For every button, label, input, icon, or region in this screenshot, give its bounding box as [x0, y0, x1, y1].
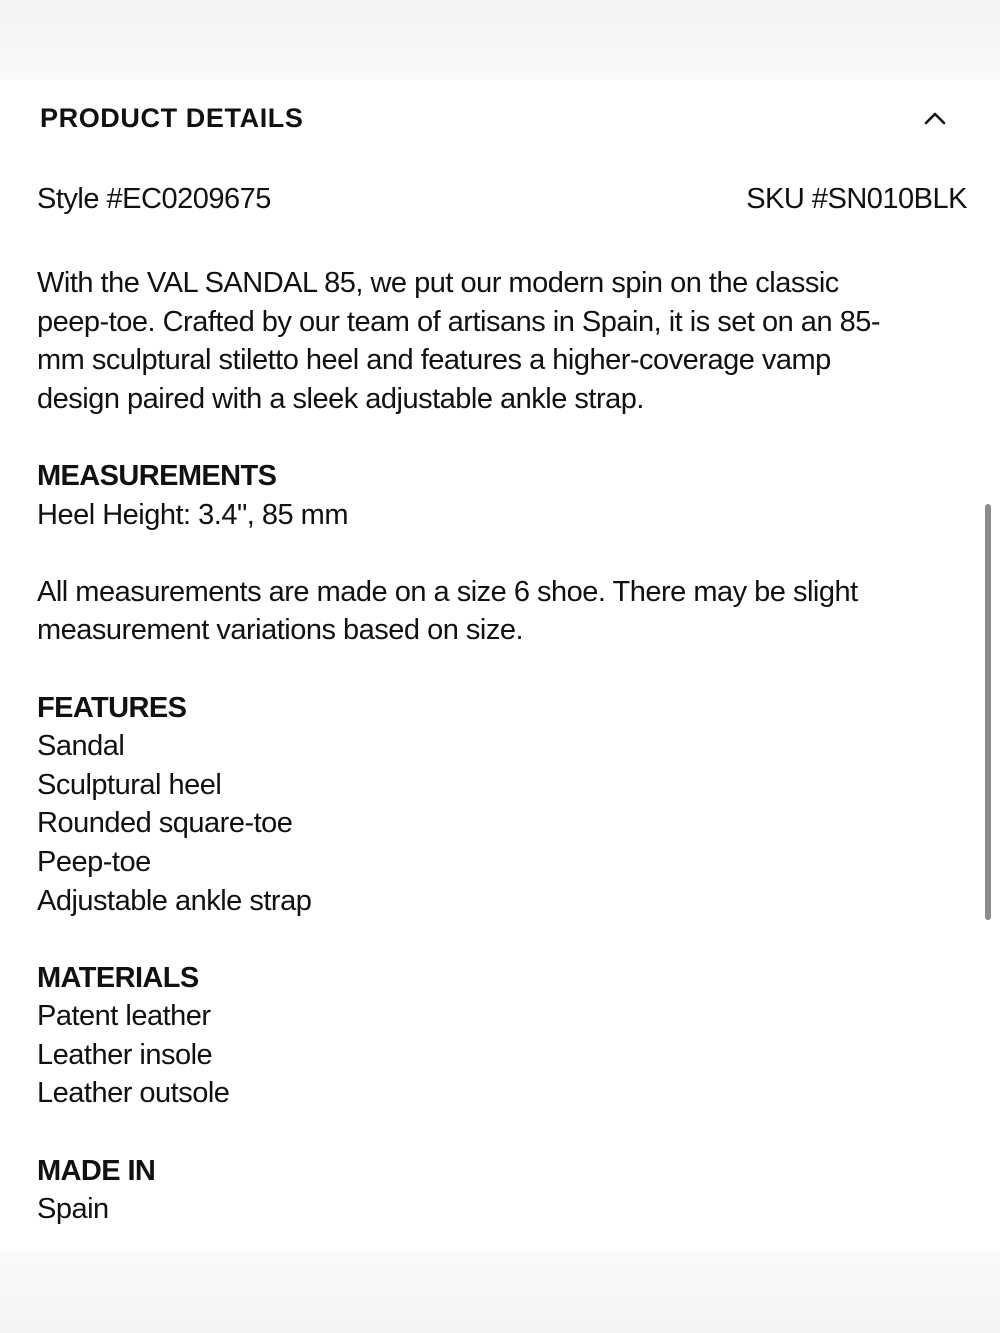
scrollbar-thumb[interactable] — [985, 504, 991, 920]
product-details-panel — [0, 80, 1000, 1252]
measurements-note — [37, 573, 967, 650]
product-identifiers — [37, 180, 967, 220]
features-section — [37, 689, 967, 921]
made-in-heading: MADE IN — [37, 1154, 156, 1187]
materials-section — [37, 959, 967, 1113]
description-line: peep-toe. Crafted by our team of artisans in Spain, it is set on an 85- — [37, 305, 881, 338]
material-item: Leather outsole — [37, 1077, 230, 1110]
feature-item: Rounded square-toe — [37, 807, 293, 840]
feature-item: Sculptural heel — [37, 768, 222, 801]
made-in-country: Spain — [37, 1193, 109, 1226]
made-in-section — [37, 1152, 967, 1229]
top-backdrop — [0, 0, 1000, 80]
materials-heading: MATERIALS — [37, 961, 199, 994]
product-details-accordion-header[interactable] — [0, 80, 1000, 156]
description-line: With the VAL SANDAL 85, we put our modern spin on the classic — [37, 267, 839, 299]
measurements-section — [37, 457, 967, 534]
bottom-backdrop — [0, 1252, 1000, 1333]
sku-number: SKU #SN010BLK — [746, 183, 967, 215]
measurements-heading: MEASUREMENTS — [37, 459, 277, 492]
chevron-up-icon[interactable] — [920, 104, 950, 134]
product-details-title: PRODUCT DETAILS — [40, 103, 304, 133]
product-description — [37, 264, 937, 418]
feature-item: Sandal — [37, 730, 125, 763]
style-number: Style #EC0209675 — [37, 183, 271, 215]
feature-item: Peep-toe — [37, 845, 151, 878]
measurements-note-line: All measurements are made on a size 6 shoe. There may be slight — [37, 575, 858, 608]
feature-item: Adjustable ankle strap — [37, 884, 312, 917]
material-item: Leather insole — [37, 1038, 213, 1071]
measurements-note-line: measurement variations based on size. — [37, 614, 524, 647]
heel-height: Heel Height: 3.4", 85 mm — [37, 498, 348, 531]
product-details-content — [37, 180, 967, 1229]
material-item: Patent leather — [37, 1000, 211, 1033]
description-line: design paired with a sleek adjustable ankle strap. — [37, 382, 644, 415]
features-heading: FEATURES — [37, 691, 187, 724]
description-line: mm sculptural stiletto heel and features a higher-coverage vamp — [37, 344, 831, 377]
